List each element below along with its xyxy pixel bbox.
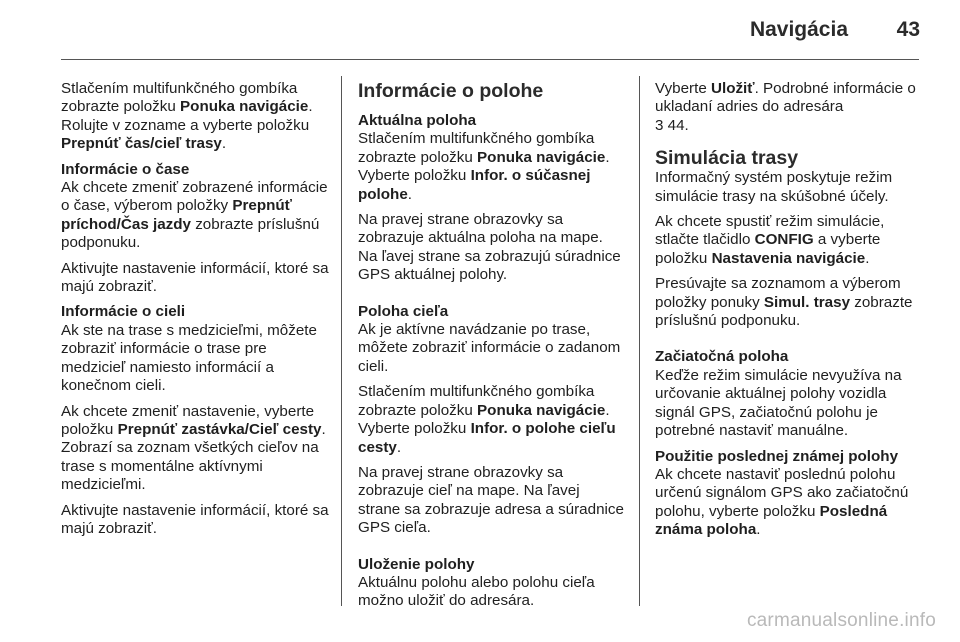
menu-term: Ponuka navigácie	[477, 148, 606, 166]
menu-term: Simul. trasy	[763, 293, 851, 311]
route-simulation-paragraph-3: Presúvajte sa zoznamom a výberom položky ponuky Simul. trasy zobrazte príslušnú podponuku.	[655, 275, 913, 330]
save-position-paragraph: Aktuálnu polohu alebo polohu cieľa možno uložiť do adresára.	[358, 573, 595, 610]
destination-info-paragraph-1: Ak ste na trase s medzicieľmi, môžete zobraziť informácie o trase pre medzicieľ namiesto informácií a konečnom cieli.	[61, 321, 317, 395]
section-title: Navigácia	[749, 18, 848, 41]
destination-position-paragraph-2: Stlačením multifunkčného gombíka zobrazte položku Ponuka navigácie. Vyberte položku Infor. o polohe cieľu cesty.	[358, 383, 616, 456]
page-number: 43	[896, 18, 920, 41]
route-simulation-heading: Simulácia trasy	[655, 147, 799, 170]
menu-term: Infor. o súčasnej polohe	[358, 167, 591, 203]
time-info-paragraph-2: Aktivujte nastavenie informácií, ktoré sa majú zobraziť.	[61, 259, 329, 296]
column-1	[61, 80, 331, 545]
destination-info-paragraph-2: Ak chcete zmeniť nastavenie, vyberte položku Prepnúť zastávka/Cieľ cesty. Zobrazí sa zoznam všetkých cieľov na trase s momentálne aktívnymi medzicieľmi.	[61, 402, 326, 494]
button-term: CONFIG	[754, 231, 814, 249]
menu-term: Prepnúť zastávka/Cieľ cesty	[117, 420, 322, 438]
menu-term: Prepnúť príchod/Čas jazdy	[61, 197, 292, 233]
header-rule	[61, 59, 919, 60]
route-simulation-paragraph-2: Ak chcete spustiť režim simulácie, stlačte tlačidlo CONFIG a vyberte položku Nastavenia navigácie.	[655, 213, 885, 267]
menu-term: Uložiť	[711, 80, 755, 97]
continued-paragraph: Vyberte Uložiť. Podrobné informácie o ukladaní adries do adresára 3 44.	[655, 80, 916, 134]
destination-position-paragraph-3: Na pravej strane obrazovky sa zobrazuje cieľ na mape. Na ľavej strane sa zobrazuje adresa a súradnice GPS cieľa.	[358, 463, 624, 537]
start-position-paragraph: Keďže režim simulácie nevyužíva na určovanie aktuálnej polohy vozidla signál GPS, začiatočnú polohu je potrebné nastaviť manuálne.	[655, 366, 902, 440]
position-info-heading: Informácie o polohe	[358, 80, 544, 102]
menu-term: Ponuka navigácie	[477, 401, 606, 419]
menu-term: Prepnúť čas/cieľ trasy	[61, 135, 222, 153]
destination-position-paragraph-1: Ak je aktívne navádzanie po trase, môžete zobraziť informácie o zadanom cieli.	[358, 321, 621, 375]
save-position-heading: Uloženie polohy	[358, 555, 475, 573]
menu-term: Nastavenia navigácie	[711, 249, 866, 267]
intro-paragraph: Stlačením multifunkčného gombíka zobrazte položku Ponuka navigácie. Rolujte v zozname a vyberte položku Prepnúť čas/cieľ trasy.	[61, 80, 313, 153]
menu-term: Posledná známa poloha	[655, 502, 888, 539]
current-position-paragraph-1: Stlačením multifunkčného gombíka zobrazte položku Ponuka navigácie. Vyberte položku Infor. o súčasnej polohe.	[358, 130, 610, 203]
start-position-heading: Začiatočná poloha	[655, 348, 789, 366]
time-info-heading: Informácie o čase	[61, 160, 190, 178]
destination-position-heading: Poloha cieľa	[358, 302, 449, 320]
column-divider-2	[639, 76, 640, 606]
menu-term: Infor. o polohe cieľu cesty	[358, 420, 616, 456]
last-known-position-paragraph: Ak chcete nastaviť poslednú polohu určenú signálom GPS ako začiatočnú polohu, vyberte položku Posledná známa poloha.	[655, 465, 909, 539]
destination-info-paragraph-3: Aktivujte nastavenie informácií, ktoré sa majú zobraziť.	[61, 501, 329, 537]
destination-info-heading: Informácie o cieli	[61, 303, 186, 321]
column-2	[358, 80, 626, 618]
page-reference: 3 44.	[655, 116, 689, 134]
column-3	[655, 80, 930, 547]
current-position-heading: Aktuálna poloha	[358, 112, 477, 129]
column-divider-1	[341, 76, 342, 606]
last-known-position-heading: Použitie poslednej známej polohy	[655, 447, 899, 465]
watermark: carmanualsonline.info	[746, 610, 936, 631]
time-info-paragraph: Ak chcete zmeniť zobrazené informácie o čase, výberom položky Prepnúť príchod/Čas jazdy zobrazte príslušnú podponuku.	[61, 179, 328, 252]
current-position-paragraph-2: Na pravej strane obrazovky sa zobrazuje aktuálna poloha na mape. Na ľavej strane sa zobrazujú súradnice GPS aktuálnej polohy.	[358, 211, 621, 284]
menu-term: Ponuka navigácie	[180, 98, 309, 116]
route-simulation-paragraph-1: Informačný systém poskytuje režim simulácie trasy na skúšobné účely.	[655, 169, 893, 205]
